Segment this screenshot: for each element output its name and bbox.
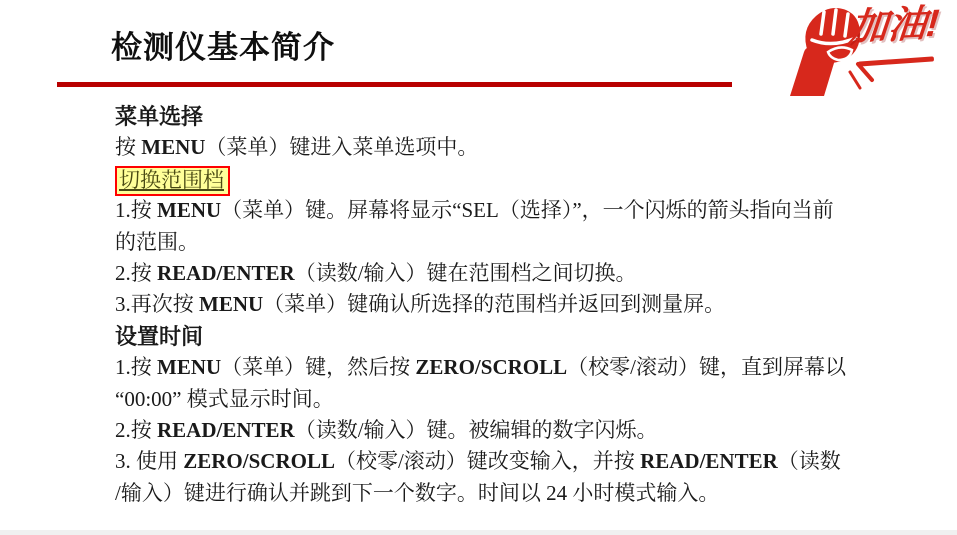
- cheer-badge: [784, 2, 957, 96]
- text-run: 1.按: [115, 198, 157, 223]
- text-run: （菜单）键进入菜单选项中。: [205, 135, 479, 160]
- text-run: “00:00” 模式显示时间。: [115, 386, 334, 411]
- text-run: （读数/输入）键。被编辑的数字闪烁。: [294, 417, 658, 442]
- content-lines: [115, 101, 925, 509]
- text-line: [115, 195, 925, 226]
- text-line: [115, 132, 925, 163]
- bottom-edge: [0, 530, 957, 535]
- text-line: [115, 446, 925, 477]
- section-heading: [115, 321, 925, 352]
- page-title: 检测仪基本简介: [111, 30, 335, 65]
- key-name-bold: READ/ENTER: [157, 417, 295, 442]
- section-heading: [115, 101, 925, 132]
- text-run: （校零/滚动）键，直到屏幕以: [567, 355, 846, 380]
- key-name-bold: ZERO/SCROLL: [415, 355, 568, 380]
- text-run: 3. 使用: [115, 449, 184, 474]
- text-line: [115, 289, 925, 320]
- title-underline: [57, 82, 732, 87]
- key-name-bold: 菜单选择: [115, 104, 204, 129]
- text-line: [115, 258, 925, 289]
- text-run: 切换范围档: [119, 167, 224, 192]
- key-name-bold: 设置时间: [115, 323, 204, 349]
- text-run: 2.按: [115, 417, 157, 442]
- text-line: [115, 227, 925, 258]
- text-run: （读数: [777, 449, 841, 474]
- text-line: [115, 478, 925, 509]
- text-run: （菜单）键确认所选择的范围档并返回到测量屏。: [263, 292, 726, 317]
- text-run: 3.再次按: [115, 292, 199, 317]
- key-name-bold: MENU: [157, 355, 222, 380]
- text-run: 1.按: [115, 355, 157, 380]
- key-name-bold: MENU: [157, 198, 222, 223]
- highlighted-term: [115, 166, 230, 196]
- text-run: （校零/滚动）键改变输入，并按: [334, 449, 641, 474]
- text-line: [115, 415, 925, 446]
- text-run: /输入）键进行确认并跳到下一个数字。时间以 24 小时模式输入。: [115, 480, 720, 505]
- cheer-text: 加油!: [847, 2, 941, 50]
- text-line: [115, 352, 925, 383]
- text-run: （菜单）键，然后按: [221, 355, 416, 380]
- highlighted-term-line: [115, 164, 925, 195]
- text-run: 的范围。: [115, 229, 199, 254]
- key-name-bold: READ/ENTER: [157, 260, 295, 285]
- text-run: 按: [115, 135, 142, 160]
- text-line: [115, 384, 925, 415]
- text-run: （菜单）键。屏幕将显示“SEL（选择）”，一个闪烁的箭头指向当前: [221, 198, 834, 223]
- text-run: 2.按: [115, 260, 157, 285]
- key-name-bold: ZERO/SCROLL: [183, 449, 335, 474]
- text-run: （读数/输入）键在范围档之间切换。: [294, 260, 637, 285]
- key-name-bold: READ/ENTER: [640, 449, 778, 474]
- key-name-bold: MENU: [141, 135, 206, 160]
- key-name-bold: MENU: [199, 292, 264, 317]
